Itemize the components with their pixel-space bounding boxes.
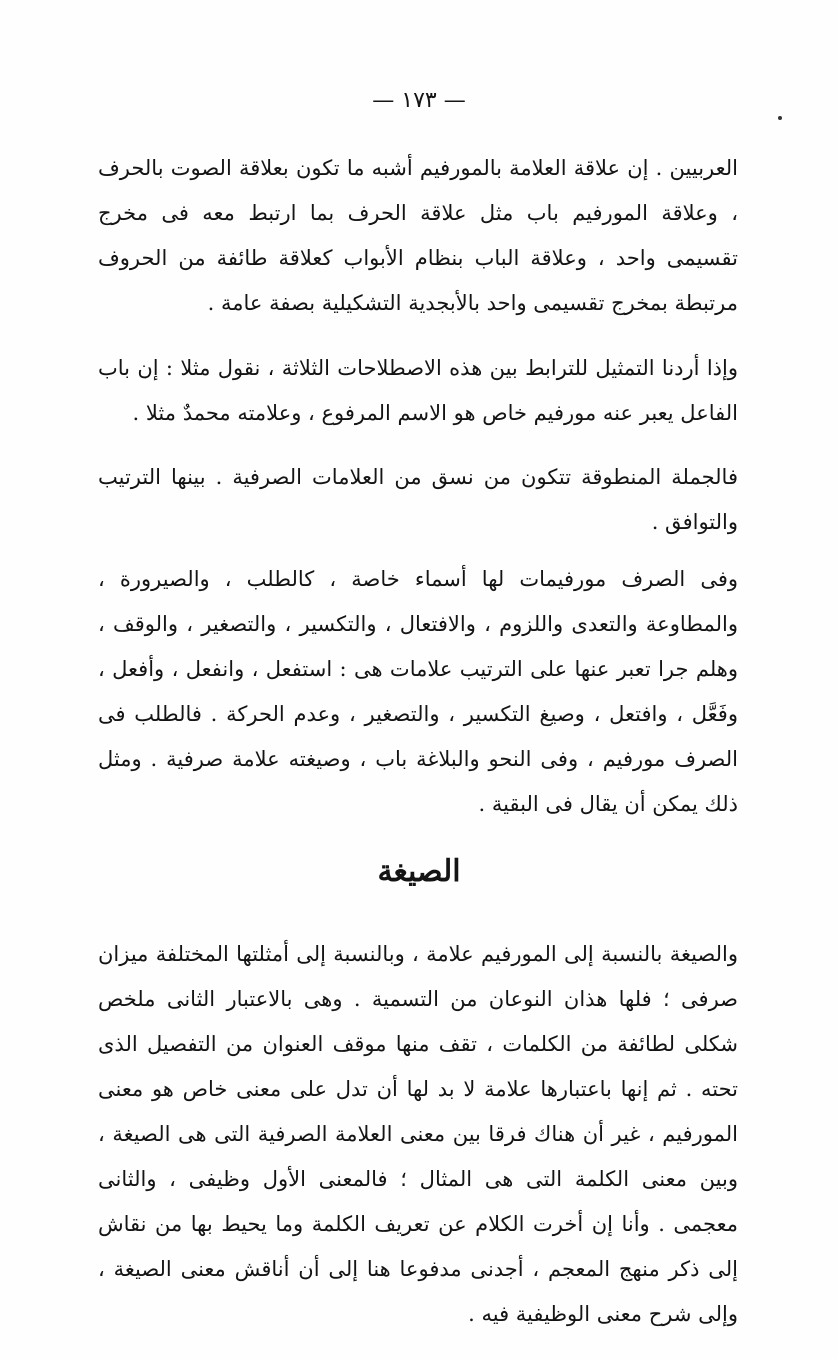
- paragraph-spoken-sentence: فالجملة المنطوقة تتكون من نسق من العلامات الصرفية . بينها الترتيب والتوافق .: [98, 465, 738, 534]
- section-heading: الصيغة: [377, 854, 461, 889]
- page-number: — ١٧٣ —: [372, 88, 466, 113]
- paragraph-form-definition: والصيغة بالنسبة إلى المورفيم علامة ، وبالنسبة إلى أمثلتها المختلفة ميزان صرفى ؛ فلها هذان النوعان من التسمية . وهى بالاعتبار الثانى ملخص شكلى لطائفة من الكلمات ، تقف منها موقف العنوان من التفصيل الذى تحته . ثم إنها باعتبارها علامة لا بد لها أن تدل على معنى خاص هو معنى المورفيم ، غير أن هناك فرقا بين معنى العلامة الصرفية التى هى الصيغة ، وبين معنى الكلمة التى هى المثال ؛ فالمعنى الأول وظيفى ، والثانى معجمى . وأنا إن أخرت الكلام عن تعريف الكلمة وما يحيط بها من نقاش إلى ذكر منهج المعجم ، أجدنى مدفوعا هنا إلى أن أناقش معنى الصيغة ، وإلى شرح معنى الوظيفية فيه .: [98, 942, 738, 1326]
- ink-speck: [778, 116, 782, 120]
- paragraph-morphology-morphemes: وفى الصرف مورفيمات لها أسماء خاصة ، كالطلب ، والصيرورة ، والمطاوعة والتعدى واللزوم ، والافتعال ، والتكسير ، والتصغير ، والوقف ، وهلم جرا تعبر عنها على الترتيب علامات هى : استفعل ، وانفعل ، وأفعل ، وفَعَّل ، وافتعل ، وصيغ التكسير ، والتصغير ، وعدم الحركة . فالطلب فى الصرف مورفيم ، وفى النحو والبلاغة باب ، وصيغته علامة صرفية . ومثل ذلك يمكن أن يقال فى البقية .: [98, 567, 738, 816]
- paragraph-three-terms-example: وإذا أردنا التمثيل للترابط بين هذه الاصطلاحات الثلاثة ، نقول مثلا : إن باب الفاعل يعبر عنه مورفيم خاص هو الاسم المرفوع ، وعلامته محمدٌ مثلا .: [98, 356, 738, 425]
- paragraph-morpheme-analogy: العربيين . إن علاقة العلامة بالمورفيم أشبه ما تكون بعلاقة الصوت بالحرف ، وعلاقة المورفيم باب مثل علاقة الحرف بما ارتبط معه فى مخرج تقسيمى واحد ، وعلاقة الباب بنظام الأبواب كعلاقة طائفة من الحروف مرتبطة بمخرج تقسيمى واحد بالأبجدية التشكيلية بصفة عامة .: [98, 156, 738, 315]
